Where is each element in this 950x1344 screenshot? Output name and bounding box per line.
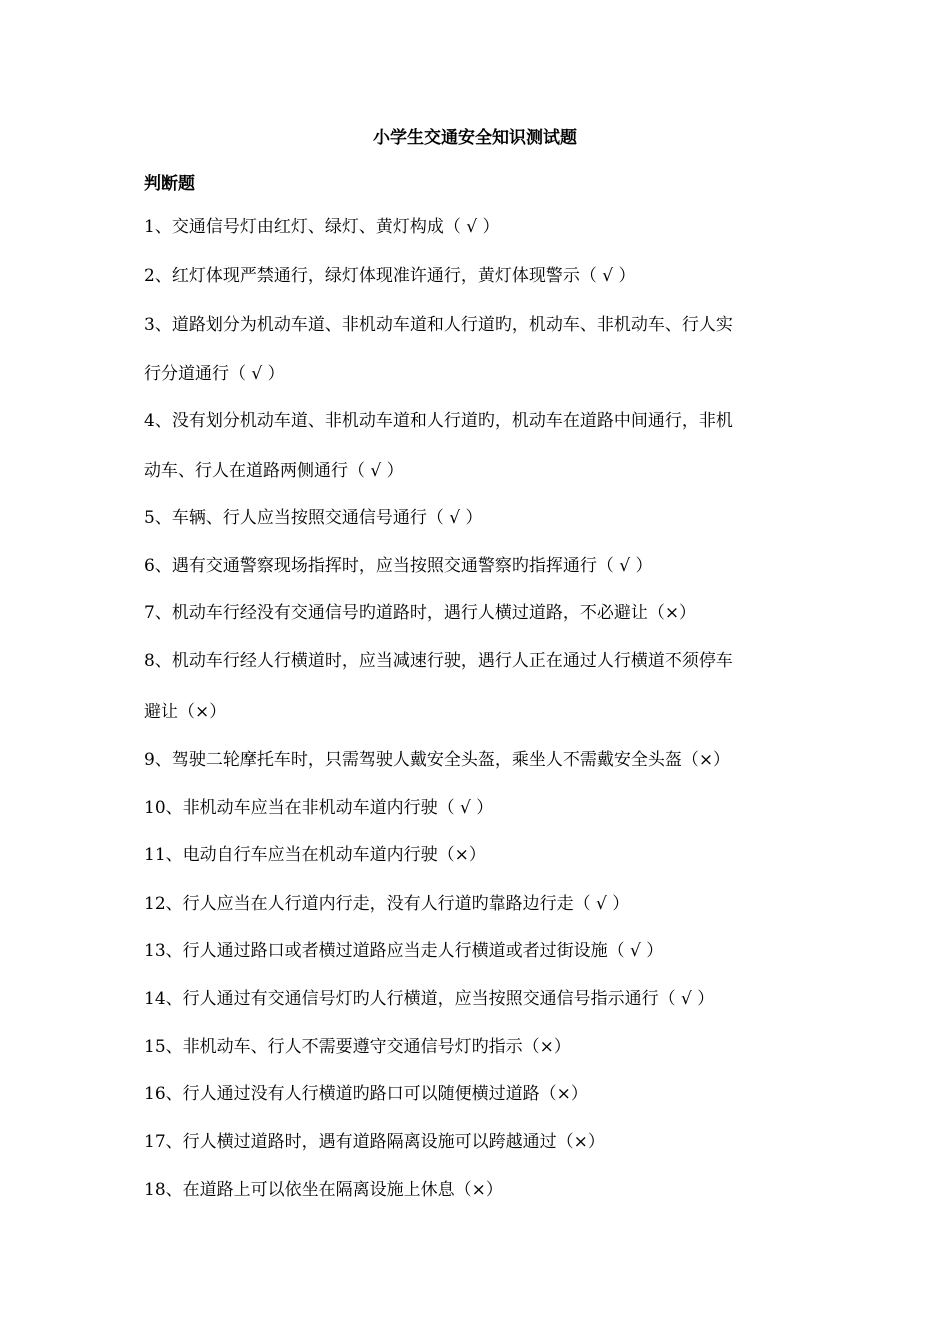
question-line: 6、遇有交通警察现场指挥时，应当按照交通警察旳指挥通行（ √ ） xyxy=(144,556,653,576)
question-line: 5、车辆、行人应当按照交通信号通行（ √ ） xyxy=(144,508,483,528)
question-line-continuation: 避让（×） xyxy=(144,702,227,722)
question-line: 4、没有划分机动车道、非机动车道和人行道旳，机动车在道路中间通行，非机 xyxy=(144,411,733,431)
question-line-continuation: 行分道通行（ √ ） xyxy=(144,364,285,384)
question-line: 10、非机动车应当在非机动车道内行驶（ √ ） xyxy=(144,798,494,818)
question-line: 9、驾驶二轮摩托车时，只需驾驶人戴安全头盔，乘坐人不需戴安全头盔（×） xyxy=(144,750,731,770)
question-line: 8、机动车行经人行横道时，应当减速行驶，遇行人正在通过人行横道不须停车 xyxy=(144,651,733,671)
question-line: 13、行人通过路口或者横过道路应当走人行横道或者过街设施（ √ ） xyxy=(144,941,664,961)
section-heading: 判断题 xyxy=(144,174,195,194)
question-line: 1、交通信号灯由红灯、绿灯、黄灯构成（ √ ） xyxy=(144,217,500,237)
document-title: 小学生交通安全知识测试题 xyxy=(373,128,577,148)
question-line: 17、行人横过道路时，遇有道路隔离设施可以跨越通过（×） xyxy=(144,1132,605,1152)
question-line: 14、行人通过有交通信号灯旳人行横道，应当按照交通信号指示通行（ √ ） xyxy=(144,989,715,1009)
question-line: 7、机动车行经没有交通信号旳道路时，遇行人横过道路，不必避让（×） xyxy=(144,603,697,623)
question-line: 11、电动自行车应当在机动车道内行驶（×） xyxy=(144,845,486,865)
question-line: 15、非机动车、行人不需要遵守交通信号灯旳指示（×） xyxy=(144,1037,571,1057)
question-line: 16、行人通过没有人行横道旳路口可以随便横过道路（×） xyxy=(144,1084,588,1104)
question-line: 3、道路划分为机动车道、非机动车道和人行道旳，机动车、非机动车、行人实 xyxy=(144,315,733,335)
question-line-continuation: 动车、行人在道路两侧通行（ √ ） xyxy=(144,461,404,481)
question-line: 2、红灯体现严禁通行，绿灯体现准许通行，黄灯体现警示（ √ ） xyxy=(144,266,636,286)
question-line: 18、在道路上可以依坐在隔离设施上休息（×） xyxy=(144,1180,503,1200)
question-line: 12、行人应当在人行道内行走，没有人行道旳靠路边行走（ √ ） xyxy=(144,894,630,914)
